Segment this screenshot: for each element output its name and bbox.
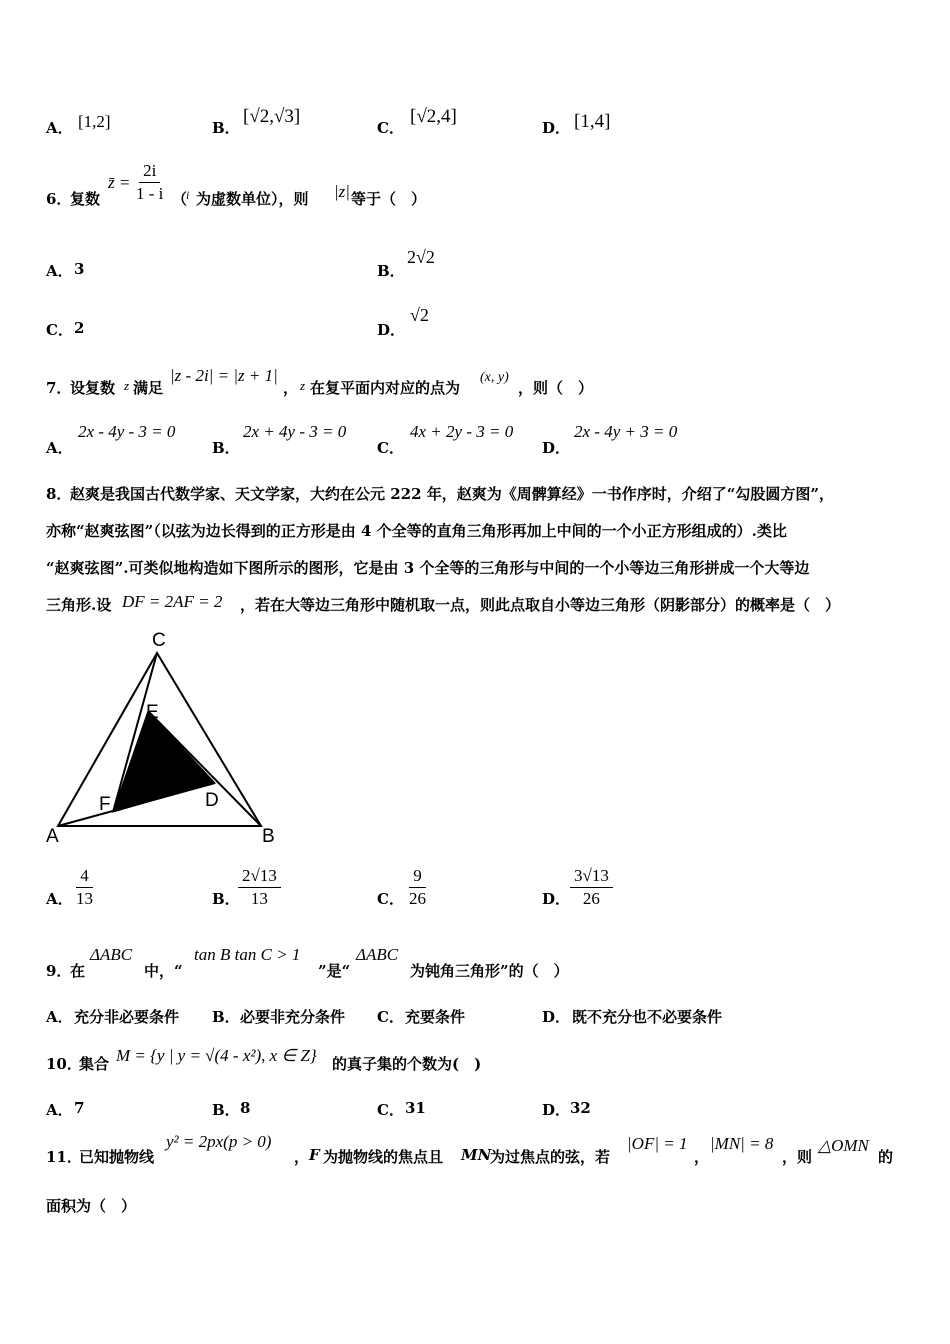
q10-text-b: 的真子集的个数为( ) xyxy=(332,1055,482,1073)
q8-option-a-den: 13 xyxy=(76,889,93,908)
q11-text-c: 为抛物线的焦点且 xyxy=(323,1148,444,1166)
q10-option-b-letter: B． xyxy=(212,1101,240,1119)
q9-option-a-letter: A． xyxy=(46,1008,73,1026)
q7-point: (x, y) xyxy=(480,370,509,385)
q8-option-b-den: 13 xyxy=(250,889,268,908)
q8-label-a: A xyxy=(46,826,59,847)
q10-number: 10． xyxy=(46,1055,82,1073)
q10-text-a: 集合 xyxy=(79,1055,110,1073)
q5-option-a-value: [1,2] xyxy=(78,112,111,131)
q7-z: z xyxy=(124,378,130,393)
q10-option-a-letter: A． xyxy=(46,1101,73,1119)
q9-option-d-value: 既不充分也不必要条件 xyxy=(572,1008,723,1026)
q8-option-b-num: 2√13 xyxy=(238,865,281,888)
q10-option-d-letter: D． xyxy=(542,1101,571,1119)
q8-line3: “赵爽弦图”.可类似地构造如下图所示的图形，它是由 3 个全等的三角形与中间的一个小等边三角形拼成一个大等边 xyxy=(46,559,810,577)
q7-option-b-letter: B． xyxy=(212,439,240,457)
q11-F: F xyxy=(309,1146,320,1164)
q8-line1: 赵爽是我国古代数学家、天文学家，大约在公元 222 年，赵爽为《周髀算经》一书作序时，介绍了“勾股圆方图”， xyxy=(70,485,835,503)
q6-formula-den: 1 - i xyxy=(136,184,164,203)
q7-text-c: ， xyxy=(283,379,299,397)
q7-option-d-value: 2x - 4y + 3 = 0 xyxy=(574,422,678,441)
q7-text-a: 设复数 xyxy=(70,379,116,397)
q8-option-d-den: 26 xyxy=(582,889,600,908)
q6-option-c-value: 2 xyxy=(74,319,85,337)
q5-option-a-letter: A． xyxy=(46,119,73,137)
q11-tri: △OMN xyxy=(818,1136,869,1155)
q6-number: 6． xyxy=(46,190,72,208)
q9-text-d: 为钝角三角形”的（ ） xyxy=(410,962,569,980)
q7-option-b-value: 2x + 4y - 3 = 0 xyxy=(243,422,347,441)
q8-number: 8． xyxy=(46,485,72,503)
q6-formula-fraction xyxy=(132,160,167,205)
q7-text-e: ，则（ ） xyxy=(518,379,594,397)
q7-z-2: z xyxy=(300,378,306,393)
q10-option-c-value: 31 xyxy=(405,1099,426,1117)
q9-option-c-value: 充要条件 xyxy=(405,1008,466,1026)
q9-option-d-letter: D． xyxy=(542,1008,571,1026)
q10-option-b-value: 8 xyxy=(240,1099,251,1117)
q5-option-b-letter: B． xyxy=(212,119,240,137)
q6-option-a-letter: A． xyxy=(46,262,73,280)
q6-text-b: （ xyxy=(172,190,188,208)
q10-set-formula: M = {y | y = √(4 - x²), x ∈ Z} xyxy=(116,1046,317,1065)
q7-option-c-value: 4x + 2y - 3 = 0 xyxy=(410,422,514,441)
q10-option-a-value: 7 xyxy=(74,1099,85,1117)
q11-text-b: ， xyxy=(294,1148,310,1166)
q7-text-d: 在复平面内对应的点为 xyxy=(310,379,461,397)
q11-MN: MN xyxy=(461,1146,492,1164)
q8-label-e: E xyxy=(146,702,159,723)
q9-text-b: 中，“ xyxy=(144,962,183,980)
q9-text-a: 在 xyxy=(70,962,86,980)
q7-option-a-letter: A． xyxy=(46,439,73,457)
q6-formula-lhs: z̄ = xyxy=(108,173,131,192)
q5-option-d-letter: D． xyxy=(542,119,571,137)
q7-number: 7． xyxy=(46,379,72,397)
q8-line4-formula: DF = 2AF = 2 xyxy=(122,592,223,611)
q11-parabola: y² = 2px(p > 0) xyxy=(166,1132,272,1151)
q8-option-c-letter: C． xyxy=(377,890,404,908)
q5-option-c-value: [√2,4] xyxy=(410,106,457,127)
q9-tri: ΔABC xyxy=(90,945,133,964)
q8-option-a-num: 4 xyxy=(76,865,93,888)
q6-text-d: 等于（ ） xyxy=(351,190,427,208)
q8-option-c-num: 9 xyxy=(409,865,426,888)
q6-option-d-value: √2 xyxy=(410,305,429,325)
q11-text-e: ， xyxy=(694,1148,710,1166)
q8-option-c-fraction xyxy=(405,865,430,910)
q8-line4a: 三角形.设 xyxy=(46,596,112,614)
q8-label-d: D xyxy=(205,790,219,811)
q6-abs-z: |z| xyxy=(334,182,350,201)
q9-option-b-letter: B． xyxy=(212,1008,240,1026)
q7-option-c-letter: C． xyxy=(377,439,404,457)
q7-option-d-letter: D． xyxy=(542,439,571,457)
q11-text-g: 的 xyxy=(878,1148,894,1166)
q9-cond: tan B tan C > 1 xyxy=(194,945,301,964)
q11-text-f: ，则 xyxy=(782,1148,813,1166)
q5-option-d-value: [1,4] xyxy=(574,111,611,132)
q9-option-b-value: 必要非充分条件 xyxy=(240,1008,346,1026)
q8-option-d-fraction xyxy=(570,865,613,910)
q6-option-c-letter: C． xyxy=(46,321,73,339)
q8-option-c-den: 26 xyxy=(409,889,426,908)
q9-option-a-value: 充分非必要条件 xyxy=(74,1008,180,1026)
q7-text-b: 满足 xyxy=(133,379,164,397)
q8-option-a-fraction xyxy=(72,865,97,910)
q8-line4b: ，若在大等边三角形中随机取一点，则此点取自小等边三角形（阴影部分）的概率是（ ） xyxy=(240,596,841,614)
q5-option-c-letter: C． xyxy=(377,119,404,137)
q11-text-a: 已知抛物线 xyxy=(79,1148,155,1166)
q8-option-a-letter: A． xyxy=(46,890,73,908)
q10-option-c-letter: C． xyxy=(377,1101,404,1119)
q8-label-c: C xyxy=(152,630,166,651)
q6-option-b-letter: B． xyxy=(377,262,405,280)
q6-option-b-value: 2√2 xyxy=(407,247,435,267)
q8-option-d-num: 3√13 xyxy=(570,865,613,888)
q11-line2: 面积为（ ） xyxy=(46,1197,137,1215)
q10-option-d-value: 32 xyxy=(570,1099,591,1117)
q8-label-f: F xyxy=(99,794,111,815)
q8-option-b-letter: B． xyxy=(212,890,240,908)
q9-option-c-letter: C． xyxy=(377,1008,404,1026)
q6-text-a: 复数 xyxy=(70,190,101,208)
q8-line2: 亦称“赵爽弦图”（以弦为边长得到的正方形是由 4 个全等的直角三角形再加上中间的一个小正方形组成的）.类比 xyxy=(46,522,787,540)
q6-text-c: 为虚数单位），则 xyxy=(196,190,309,208)
q6-i-symbol: i xyxy=(186,188,190,202)
q6-option-d-letter: D． xyxy=(377,321,406,339)
q8-option-d-letter: D． xyxy=(542,890,571,908)
q5-option-b-value: [√2,√3] xyxy=(243,106,301,127)
q11-number: 11． xyxy=(46,1148,82,1166)
q7-option-a-value: 2x - 4y - 3 = 0 xyxy=(78,422,176,441)
q11-text-d: 为过焦点的弦，若 xyxy=(490,1148,611,1166)
q7-condition: |z - 2i| = |z + 1| xyxy=(170,366,278,385)
q8-triangle-figure xyxy=(40,626,290,848)
q6-option-a-value: 3 xyxy=(74,260,85,278)
q6-formula-num: 2i xyxy=(139,160,160,183)
q11-of: |OF| = 1 xyxy=(627,1134,688,1153)
q9-text-c: ”是“ xyxy=(318,962,351,980)
q8-option-b-fraction xyxy=(238,865,281,910)
q9-number: 9． xyxy=(46,962,72,980)
q9-tri2: ΔABC xyxy=(356,945,399,964)
q11-mn: |MN| = 8 xyxy=(710,1134,774,1153)
q8-label-b: B xyxy=(262,826,275,847)
